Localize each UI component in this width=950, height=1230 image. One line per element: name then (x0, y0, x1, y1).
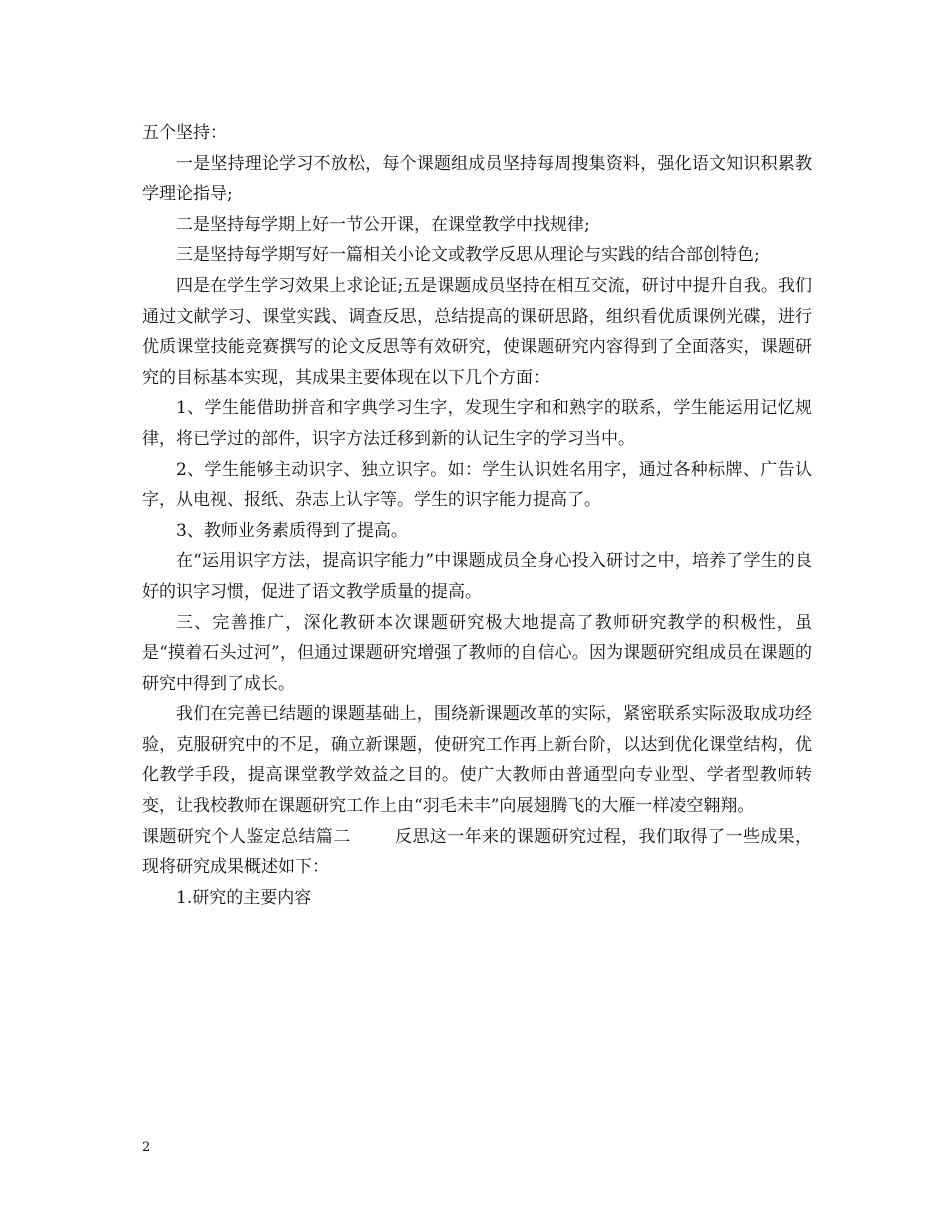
paragraph-five-persistences: 五个坚持： (142, 123, 227, 143)
document-body (142, 118, 812, 913)
paragraph-promotion: 三、完善推广，深化教研本次课题研究极大地提高了教师研究教学的积极性，虽是“摸着石头过河”，但通过课题研究增强了教师的自信心。因为课题研究组成员在课题的研究中得到了成长。 (142, 612, 812, 694)
paragraph-persistence-three: 三是坚持每学期写好一篇相关小论文或教学反思从理论与实践的结合部创特色; (176, 245, 760, 266)
paragraph-result-three: 3、教师业务素质得到了提高。 (176, 520, 408, 541)
section-two-intro: 反思这一年来的课题研究过程，我们取得了一些成果，现将研究成果概述如下： (142, 826, 813, 878)
research-content-item: 1.研究的主要内容 (176, 887, 312, 908)
page-number: 2 (142, 1140, 151, 1155)
paragraph-persistence-four-five: 四是在学生学习效果上求论证;五是课题成员坚持在相互交流，研讨中提升自我。我们通过文献学习、课堂实践、调查反思，总结提高的课研思路，组织看优质课例光碟，进行优质课堂技能竞赛撰写的论文反思等有效研究，使课题研究内容得到了全面落实，课题研究的目标基本实现，其成果主要体现在以下几个方面： (142, 275, 812, 388)
paragraph-new-topic: 我们在完善已结题的课题基础上，围绕新课题改革的实际，紧密联系实际汲取成功经验，克服研究中的不足，确立新课题，使研究工作再上新台阶，以达到优化课堂结构，优化教学手段，提高课堂教学效益之目的。使广大教师由普通型向专业型、学者型教师转变，让我校教师在课题研究工作上由“羽毛未丰”向展翅腾飞的大雁一样凌空翱翔。 (142, 704, 812, 817)
section-two-intro-paragraph (142, 822, 812, 883)
paragraph-result-two: 2、学生能够主动识字、独立识字。如：学生认识姓名用字，通过各种标牌、广告认字，从电视、报纸、杂志上认字等。学生的识字能力提高了。 (142, 459, 812, 511)
paragraph-persistence-one: 一是坚持理论学习不放松，每个课题组成员坚持每周搜集资料，强化语文知识积累教学理论指导; (142, 153, 812, 205)
paragraph-result-one: 1、学生能借助拼音和字典学习生字，发现生字和和熟字的联系，学生能运用记忆规律，将已学过的部件，识字方法迁移到新的认记生字的学习当中。 (142, 398, 812, 449)
paragraph-literacy-method: 在“运用识字方法，提高识字能力”中课题成员全身心投入研讨之中，培养了学生的良好的识字习惯，促进了语文教学质量的提高。 (142, 551, 812, 602)
section-two-heading: 课题研究个人鉴定总结篇二 (142, 826, 351, 847)
paragraph-persistence-two: 二是坚持每学期上好一节公开课，在课堂教学中找规律; (176, 214, 590, 235)
